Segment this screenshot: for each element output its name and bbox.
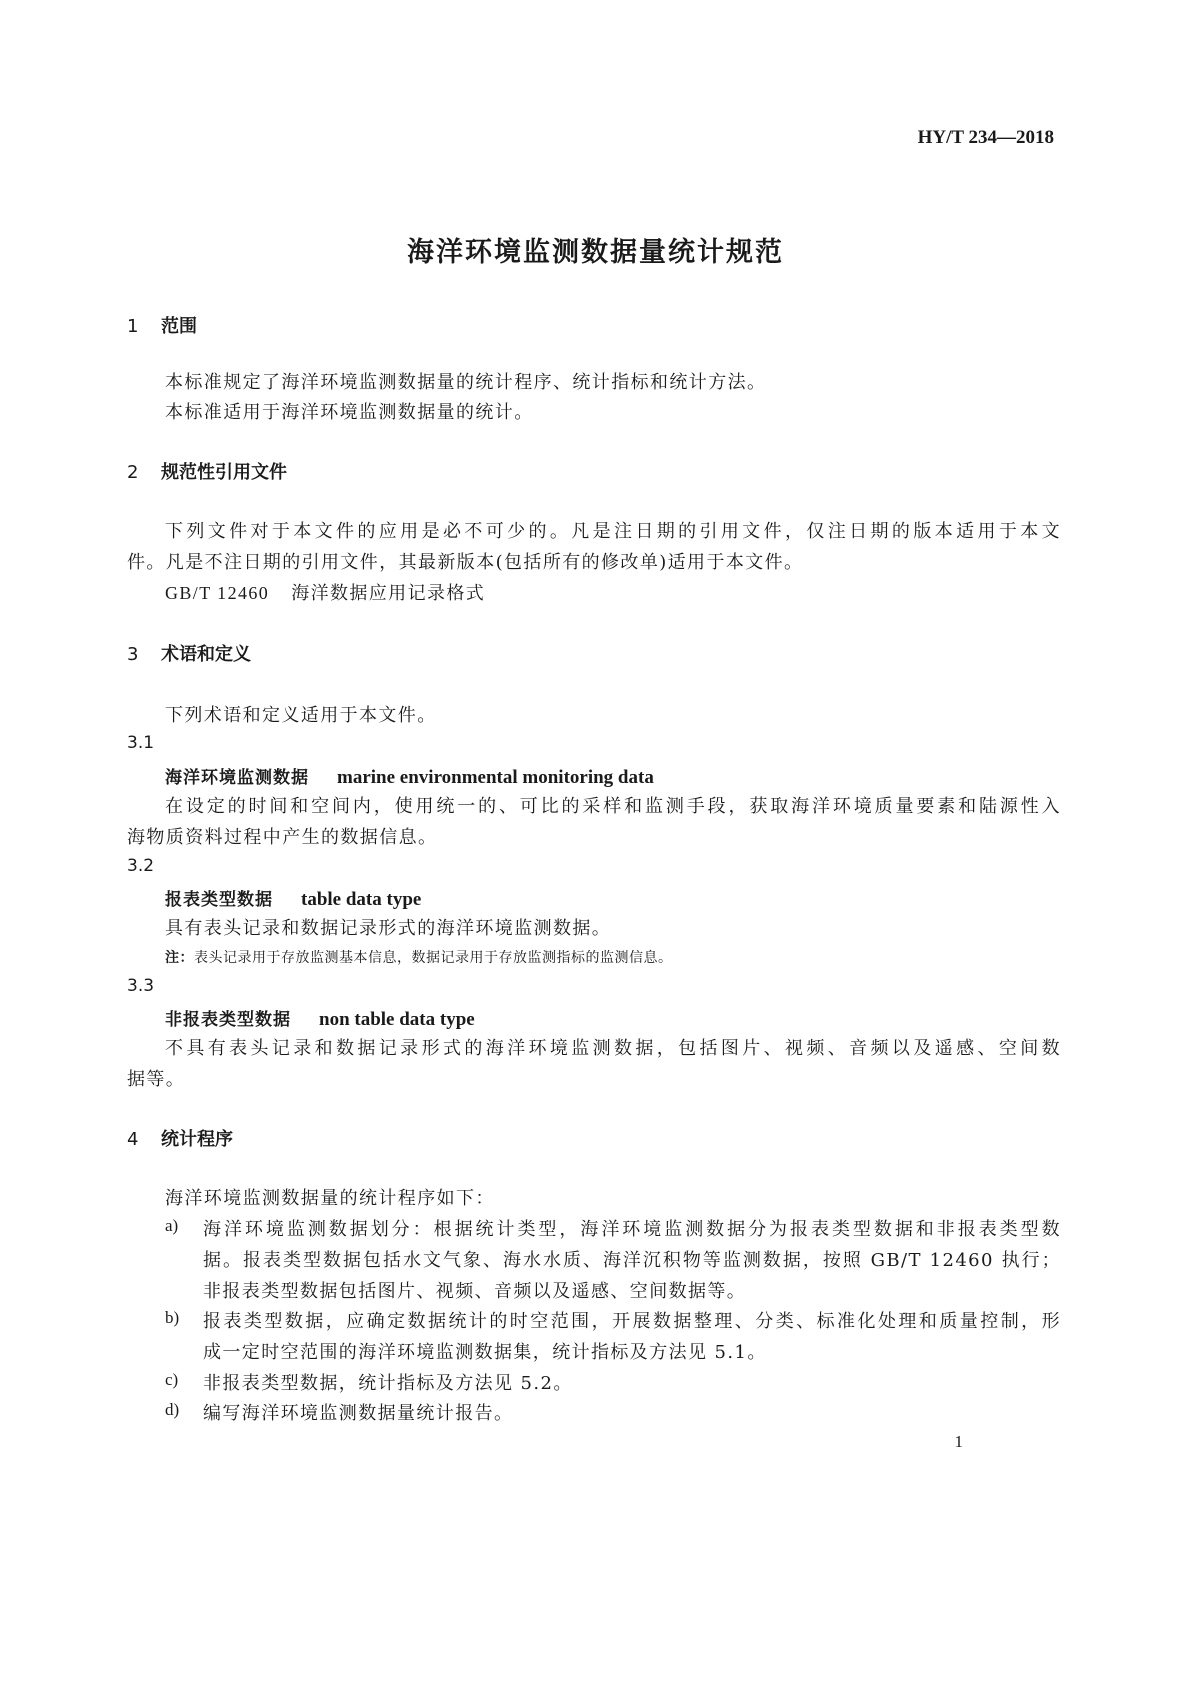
section-number: 2 <box>127 462 139 483</box>
term-heading <box>165 1005 475 1031</box>
paragraph: 本标准规定了海洋环境监测数据量的统计程序、统计指标和统计方法。 <box>165 372 767 393</box>
normative-reference <box>165 579 485 605</box>
term-heading <box>165 885 421 911</box>
section-title: 范围 <box>161 316 197 337</box>
list-item-label: b) <box>165 1308 180 1327</box>
list-item-label: a) <box>165 1216 179 1235</box>
section-number: 4 <box>127 1129 139 1150</box>
section-title: 规范性引用文件 <box>161 462 287 483</box>
term-number: 3.1 <box>127 733 155 753</box>
paragraph: 本标准适用于海洋环境监测数据量的统计。 <box>165 402 534 423</box>
term-heading <box>165 763 654 789</box>
section-number: 3 <box>127 644 139 665</box>
document-title: 海洋环境监测数据量统计规范 <box>407 237 784 268</box>
list-item-line: 非报表类型数据包括图片、视频、音频以及遥感、空间数据等。 <box>203 1281 747 1302</box>
term-number: 3.3 <box>127 976 155 996</box>
page-number: 1 <box>954 1432 963 1451</box>
paragraph: 海洋环境监测数据量的统计程序如下： <box>165 1188 495 1209</box>
section-title: 术语和定义 <box>161 644 251 665</box>
reference-code: GB/T 12460 <box>165 583 270 603</box>
definition-line: 海物质资料过程中产生的数据信息。 <box>127 827 438 848</box>
term-chinese: 海洋环境监测数据 <box>165 768 309 788</box>
document-number: HY/T 234—2018 <box>917 127 1054 148</box>
term-number: 3.2 <box>127 856 155 876</box>
definition-line: 据等。 <box>127 1069 186 1090</box>
list-item-line: 报表类型数据，应确定数据统计的时空范围，开展数据整理、分类、标准化处理和质量控制，形 <box>203 1311 1061 1332</box>
note-label: 注： <box>165 950 194 966</box>
note <box>165 947 673 967</box>
paragraph: 下列术语和定义适用于本文件。 <box>165 705 437 726</box>
term-chinese: 报表类型数据 <box>165 890 273 910</box>
list-item-label: c) <box>165 1370 179 1389</box>
list-item-line: 非报表类型数据，统计指标及方法见 5.2。 <box>203 1373 573 1394</box>
list-item-label: d) <box>165 1400 180 1419</box>
definition-line: 不具有表头记录和数据记录形式的海洋环境监测数据，包括图片、视频、音频以及遥感、空间数 <box>165 1038 1061 1059</box>
list-item-line: 成一定时空范围的海洋环境监测数据集，统计指标及方法见 5.1。 <box>203 1342 767 1363</box>
list-item-line: 海洋环境监测数据划分：根据统计类型，海洋环境监测数据分为报表类型数据和非报表类型数 <box>203 1219 1061 1240</box>
reference-title: 海洋数据应用记录格式 <box>291 583 486 604</box>
section-4-heading <box>127 1125 233 1151</box>
term-english: marine environmental monitoring data <box>337 767 654 788</box>
list-item-line: 据。报表类型数据包括水文气象、海水水质、海洋沉积物等监测数据，按照 GB/T 12460 执行； <box>203 1250 1061 1271</box>
section-title: 统计程序 <box>161 1129 233 1150</box>
term-english: table data type <box>301 889 422 910</box>
section-1-heading <box>127 312 197 338</box>
paragraph-line: 下列文件对于本文件的应用是必不可少的。凡是注日期的引用文件，仅注日期的版本适用于本文 <box>165 521 1061 542</box>
definition-line: 在设定的时间和空间内，使用统一的、可比的采样和监测手段，获取海洋环境质量要素和陆源性入 <box>165 796 1061 817</box>
list-item-line: 编写海洋环境监测数据量统计报告。 <box>203 1403 514 1424</box>
section-number: 1 <box>127 316 139 337</box>
term-chinese: 非报表类型数据 <box>165 1010 291 1030</box>
section-2-heading <box>127 458 287 484</box>
definition-line: 具有表头记录和数据记录形式的海洋环境监测数据。 <box>165 918 612 939</box>
section-3-heading <box>127 640 251 666</box>
note-text: 表头记录用于存放监测基本信息，数据记录用于存放监测指标的监测信息。 <box>194 950 673 966</box>
term-english: non table data type <box>319 1009 475 1030</box>
paragraph-line: 件。凡是不注日期的引用文件，其最新版本(包括所有的修改单)适用于本文件。 <box>127 552 804 573</box>
